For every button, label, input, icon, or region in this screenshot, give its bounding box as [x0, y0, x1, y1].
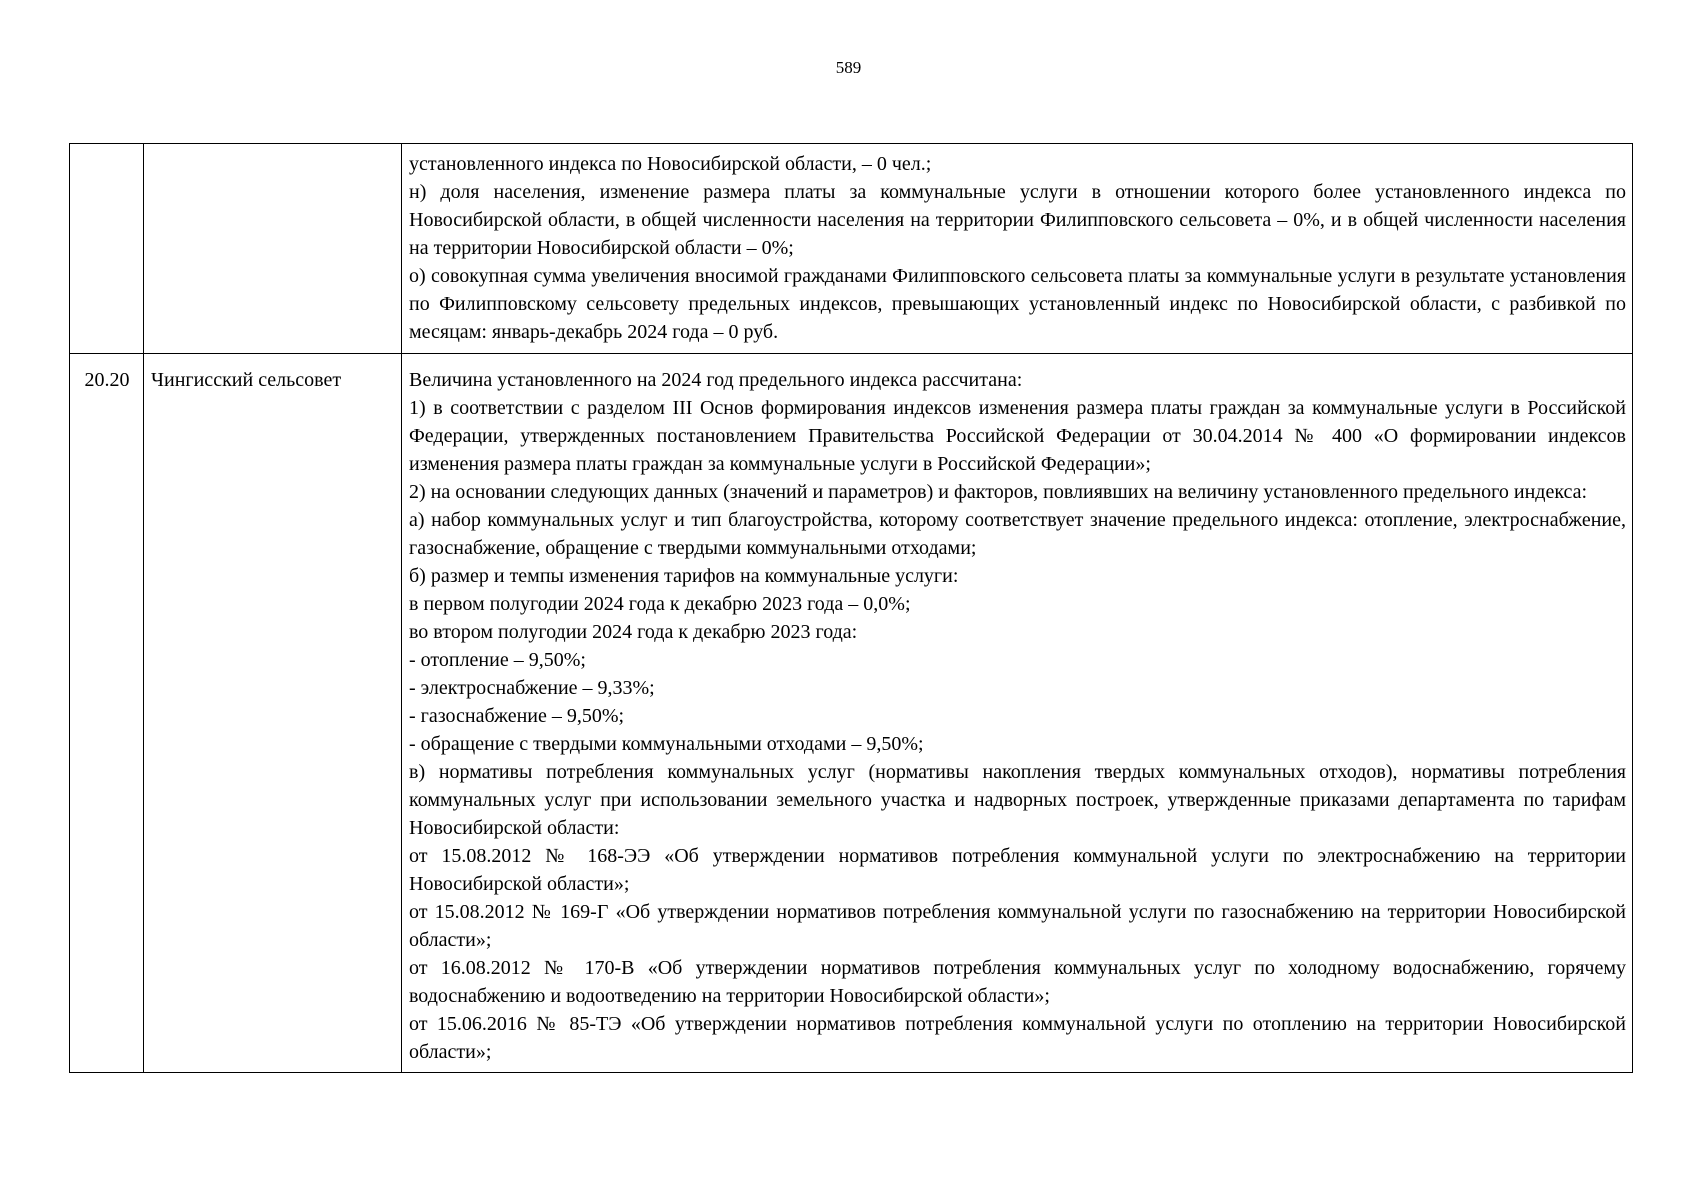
paragraph: от 15.08.2012 № 168-ЭЭ «Об утверждении нормативов потребления коммунальной услуги по электроснабжению на территории Новосибирской области»;	[409, 845, 1626, 895]
paragraph: 2) на основании следующих данных (значений и параметров) и факторов, повлиявших на величину установленного предельного индекса:	[409, 481, 1588, 503]
paragraph: о) совокупная сумма увеличения вносимой гражданами Филипповского сельсовета платы за коммунальные услуги в результате установления по Филипповскому сельсовету предельных индексов, превышающих установленный индекс по Новосибирской области, с разбивкой по месяцам: январь-декабрь 2024 года – 0 руб.	[409, 265, 1626, 343]
paragraph: а) набор коммунальных услуг и тип благоустройства, которому соответствует значение предельного индекса: отопление, электроснабжение, газоснабжение, обращение с твердыми коммунальными отходами;	[409, 509, 1626, 559]
paragraph: в первом полугодии 2024 года к декабрю 2023 года – 0,0%;	[409, 593, 911, 615]
paragraph: установленного индекса по Новосибирской области, – 0 чел.;	[409, 153, 932, 175]
paragraph: - обращение с твердыми коммунальными отходами – 9,50%;	[409, 733, 924, 755]
paragraph: от 15.08.2012 № 169-Г «Об утверждении нормативов потребления коммунальной услуги по газоснабжению на территории Новосибирской области»;	[409, 901, 1626, 951]
municipality-index-table	[69, 143, 1633, 1073]
paragraph: н) доля населения, изменение размера платы за коммунальные услуги в отношении которого более установленного индекса по Новосибирской области, в общей численности населения на территории Филипповского сельсовета – 0%, и в общей численности населения на территории Новосибирской области – 0%;	[409, 181, 1626, 259]
paragraph: в) нормативы потребления коммунальных услуг (нормативы накопления твердых коммунальных отходов), нормативы потребления коммунальных услуг при использовании земельного участка и надворных построек, утвержденные приказами департамента по тарифам Новосибирской области:	[409, 761, 1626, 839]
paragraph: - отопление – 9,50%;	[409, 649, 586, 671]
municipality-name-cell	[144, 144, 402, 354]
paragraph: - электроснабжение – 9,33%;	[409, 677, 655, 699]
municipality-name-cell: Чингисский сельсовет	[144, 354, 402, 1073]
page-number: 589	[835, 58, 862, 77]
table-row	[70, 144, 1633, 354]
paragraph: от 15.06.2016 № 85-ТЭ «Об утверждении нормативов потребления коммунальной услуги по отоплению на территории Новосибирской области»;	[409, 1013, 1626, 1063]
paragraph: Величина установленного на 2024 год предельного индекса рассчитана:	[409, 369, 1023, 391]
paragraph: во втором полугодии 2024 года к декабрю 2023 года:	[409, 621, 858, 643]
row-number-cell	[70, 144, 144, 354]
paragraph: - газоснабжение – 9,50%;	[409, 705, 625, 727]
table-row	[70, 354, 1633, 1073]
paragraph: 1) в соответствии с разделом III Основ формирования индексов изменения размера платы граждан за коммунальные услуги в Российской Федерации, утвержденных постановлением Правительства Российской Федерации от 30.04.2014 № 400 «О формировании индексов изменения размера платы граждан за коммунальные услуги в Российской Федерации»;	[409, 397, 1626, 475]
paragraph: б) размер и темпы изменения тарифов на коммунальные услуги:	[409, 565, 959, 587]
description-cell	[402, 354, 1633, 1073]
description-cell	[402, 144, 1633, 354]
row-number-cell: 20.20	[70, 354, 144, 1073]
paragraph: от 16.08.2012 № 170-В «Об утверждении нормативов потребления коммунальных услуг по холодному водоснабжению, горячему водоснабжению и водоотведению на территории Новосибирской области»;	[409, 957, 1626, 1007]
